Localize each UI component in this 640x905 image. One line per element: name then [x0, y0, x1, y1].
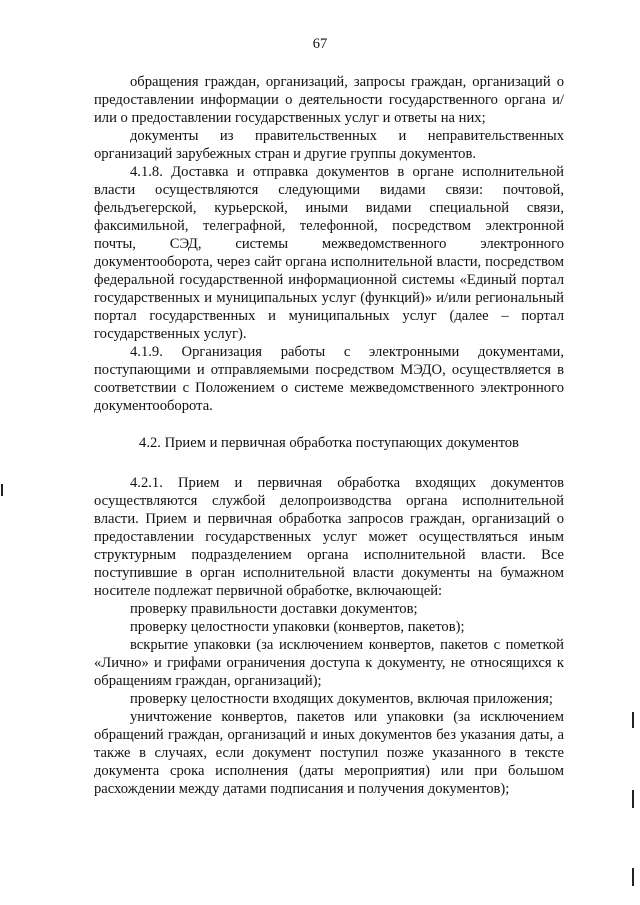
list-item: уничтожение конвертов, пакетов или упаковки (за исключением обращений граждан, организаций и иных документов без указания даты, а также в случаях, если документ поступил позже указанного в тексте документа срока исполнения (даты мероприятия) или при большом расхождении между датами подписания и получения документов); — [94, 709, 564, 797]
paragraph: документы из правительственных и неправительственных организаций зарубежных стран и другие группы документов. — [94, 128, 564, 162]
scan-edge-mark-right — [632, 712, 634, 728]
page-number: 67 — [312, 36, 328, 52]
paragraph: 4.2.1. Прием и первичная обработка входящих документов осуществляются службой делопроизводства органа исполнительной власти. Прием и первичная обработка запросов граждан, организаций о предоставлении государственных услуг может осуществляться иным структурным подразделением органа исполнительной власти. Все поступившие в орган исполнительной власти документы на бумажном носителе подлежат первичной обработке, включающей: — [94, 475, 564, 599]
list-item: проверку целостности упаковки (конвертов, пакетов); — [130, 619, 465, 635]
document-body — [94, 73, 564, 798]
list-item: проверку целостности входящих документов, включая приложения; — [130, 691, 553, 707]
section-heading: 4.2. Прием и первичная обработка поступающих документов — [139, 435, 519, 451]
list-item: вскрытие упаковки (за исключением конвертов, пакетов с пометкой «Лично» и грифами ограничения доступа к документу, не относящихся к обращениям граждан, организаций); — [94, 637, 564, 689]
paragraph: обращения граждан, организаций, запросы граждан, организаций о предоставлении информации о деятельности государственного органа и/или о предоставлении государственных услуг и ответы на них; — [94, 74, 564, 126]
paragraph: 4.1.9. Организация работы с электронными документами, поступающими и отправляемыми посредством МЭДО, осуществляется в соответствии с Положением о системе межведомственного электронного документооборота. — [94, 344, 564, 414]
scan-edge-mark-right — [632, 790, 634, 808]
list-item: проверку правильности доставки документов; — [130, 601, 418, 617]
scan-edge-mark-left — [1, 484, 3, 496]
paragraph: 4.1.8. Доставка и отправка документов в органе исполнительной власти осуществляются следующими видами связи: почтовой, фельдъегерской, курьерской, иными видами специальной связи, факсимильной, телеграфной, телефонной, посредством электронной почты, СЭД, системы межведомственного электронного документооборота, через сайт органа исполнительной власти, посредством федеральной государственной информационной системы «Единый портал государственных и муниципальных услуг (функций)» и/или региональный портал государственных и муниципальных услуг (далее – портал государственных услуг). — [94, 164, 564, 342]
scan-edge-mark-right — [632, 868, 634, 886]
